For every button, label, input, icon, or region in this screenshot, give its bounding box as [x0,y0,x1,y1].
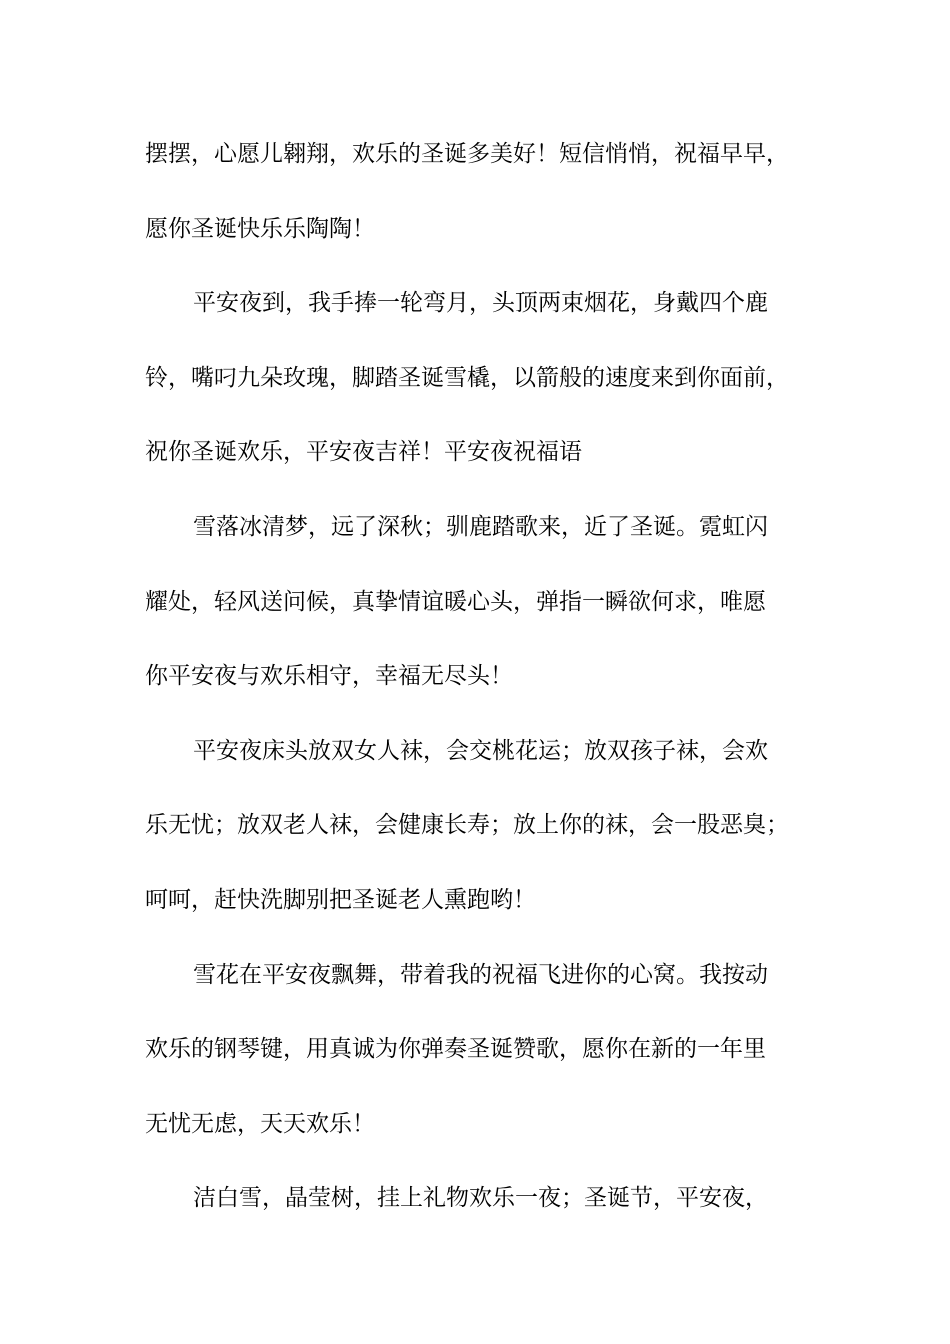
text-line: 铃，嘴叼九朵玫瑰，脚踏圣诞雪橇，以箭般的速度来到你面前， [145,364,789,391]
text-line: 耀处，轻风送问候，真挚情谊暖心头，弹指一瞬欲何求，唯愿 [145,588,766,615]
text-line: 祝你圣诞欢乐，平安夜吉祥！平安夜祝福语 [145,439,582,466]
document-body [145,131,825,1250]
paragraph-first-line: 平安夜床头放双女人袜，会交桃花运；放双孩子袜，会欢 [193,737,768,764]
text-line: 你平安夜与欢乐相守，幸福无尽头！ [145,663,513,690]
paragraph-first-line: 平安夜到，我手捧一轮弯月，头顶两束烟花，身戴四个鹿 [193,290,768,317]
text-line: 呵呵，赶快洗脚别把圣诞老人熏跑哟！ [145,886,536,913]
text-line: 愿你圣诞快乐乐陶陶！ [145,215,375,242]
text-line: 乐无忧；放双老人袜，会健康长寿；放上你的袜，会一股恶臭； [145,812,789,839]
paragraph-first-line: 洁白雪，晶莹树，挂上礼物欢乐一夜；圣诞节，平安夜， [193,1185,768,1212]
text-line: 无忧无虑，天天欢乐！ [145,1110,375,1137]
text-line: 欢乐的钢琴键，用真诚为你弹奏圣诞赞歌，愿你在新的一年里 [145,1036,766,1063]
paragraph-first-line: 雪落冰清梦，远了深秋；驯鹿踏歌来，近了圣诞。霓虹闪 [193,513,768,540]
text-line: 摆摆，心愿儿翱翔，欢乐的圣诞多美好！短信悄悄，祝福早早， [145,141,789,167]
paragraph-first-line: 雪花在平安夜飘舞，带着我的祝福飞进你的心窝。我按动 [193,961,768,988]
